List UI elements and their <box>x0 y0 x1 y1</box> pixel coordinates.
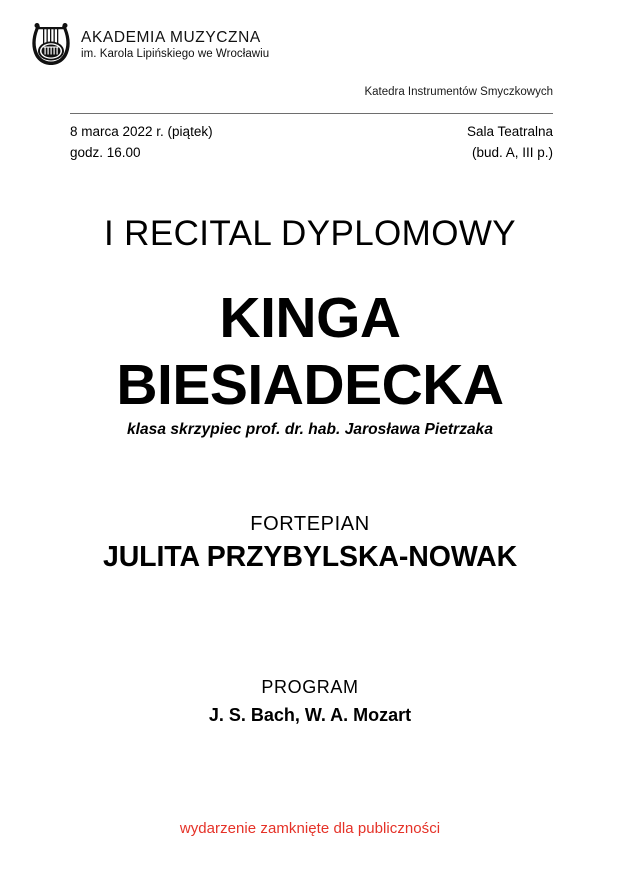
artist-name <box>0 285 620 418</box>
teacher-credit: klasa skrzypiec prof. dr. hab. Jarosława Pietrzaka <box>126 421 494 438</box>
event-date: 8 marca 2022 r. (piątek) <box>70 124 213 139</box>
recital-title: I RECITAL DYPLOMOWY <box>103 214 517 253</box>
event-time: godz. 16.00 <box>70 144 141 160</box>
program-heading: PROGRAM <box>261 677 359 697</box>
event-datetime <box>70 122 213 163</box>
artist-first-name: KINGA <box>219 286 401 350</box>
department-label: Katedra Instrumentów Smyczkowych <box>364 86 553 98</box>
venue-detail: (bud. A, III p.) <box>471 144 553 160</box>
institution-name-secondary: im. Karola Lipińskiego we Wrocławiu <box>81 47 270 60</box>
artist-last-name: BIESIADECKA <box>116 352 504 417</box>
accompanist-role: FORTEPIAN <box>250 513 370 535</box>
event-info-row <box>70 122 553 163</box>
program-composers: J. S. Bach, W. A. Mozart <box>208 705 412 726</box>
accompanist-name: JULITA PRZYBYLSKA-NOWAK <box>102 541 518 573</box>
header-divider <box>70 113 553 114</box>
event-venue <box>467 122 553 163</box>
lyre-icon <box>30 20 72 70</box>
institution-name-primary: AKADEMIA MUZYCZNA <box>81 29 261 47</box>
closed-event-note: wydarzenie zamknięte dla publiczności <box>179 820 441 837</box>
accompanist-block <box>0 512 620 576</box>
program-block <box>0 676 620 728</box>
institution-name <box>81 29 269 60</box>
venue-name: Sala Teatralna <box>466 124 553 139</box>
institution-logo-block <box>30 20 269 70</box>
